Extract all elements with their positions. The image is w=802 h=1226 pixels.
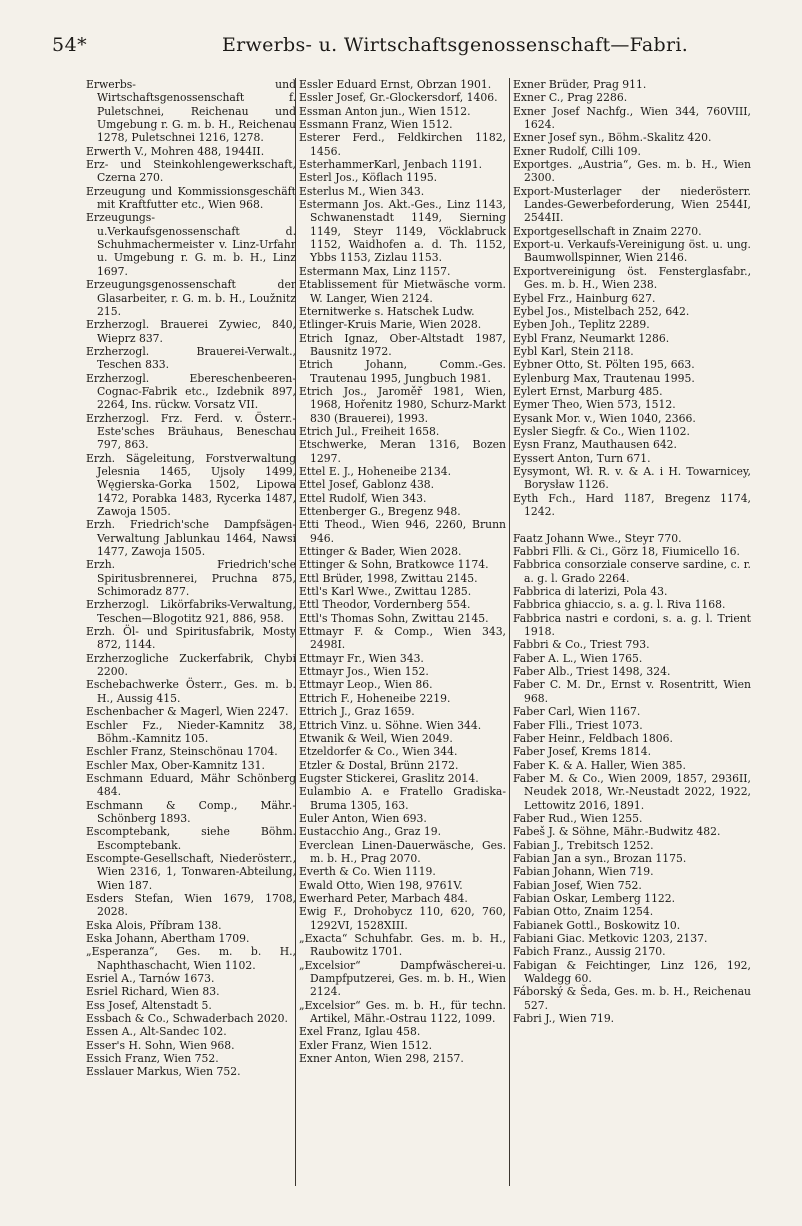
directory-entry: Eybel Frz., Hainburg 627. [513,291,656,305]
directory-entry: Ettrich J., Graz 1659. [299,705,415,719]
directory-entry: Eschmann Eduard, Mähr Schönberg 484. [86,771,296,799]
directory-entry: Eska Alois, Příbram 138. [86,918,222,932]
directory-entry: Fabian J., Trebitsch 1252. [513,838,654,852]
directory-entry: Faber A. L., Wien 1765. [513,651,643,665]
directory-entry: Exner Anton, Wien 298, 2157. [299,1052,464,1066]
directory-entry: Etrich Ignaz, Ober-Altstadt 1987, Bausnitz 1972. [299,331,506,358]
directory-entry: Erzh. Sägeleitung, Forstverwaltung Jelesnia 1465, Ujsoly 1499, Węgierska-Gorka 1502, Lipowa 1472, Porabka 1483, Rycerka 1487, Zawoja 1505. [86,451,296,518]
directory-entry: Etablissement für Mietwäsche vorm. W. Langer, Wien 2124. [299,278,506,305]
directory-entry: Exel Franz, Iglau 458. [299,1025,421,1039]
directory-entry: Eschenbacher & Magerl, Wien 2247. [86,705,289,719]
directory-entry: Faber Carl, Wien 1167. [513,705,641,719]
directory-entry: „Excelsior“ Ges. m. b. H., für techn. Artikel, Mähr.-Ostrau 1122, 1099. [299,998,506,1026]
directory-entry: Ettel Josef, Gablonz 438. [299,478,435,492]
directory-entry: Ettenberger G., Bregenz 948. [299,505,461,518]
directory-entry: Eylert Ernst, Marburg 485. [513,384,663,398]
directory-entry: Escomptebank, siehe Böhm. Escomptebank. [86,825,296,852]
directory-entry: Ettel E. J., Hoheneibe 2134. [299,464,452,478]
directory-entry: Ettl Theodor, Vordernberg 554. [299,598,471,612]
directory-entry: Erz- und Steinkohlengewerkschaft, Czerna 270. [86,158,296,185]
directory-entry: Fabigan & Feichtinger, Linz 126, 192, Waldegg 60. [513,958,751,986]
directory-entry: Essen A., Alt-Sandec 102. [86,1025,227,1039]
directory-entry: Ewald Otto, Wien 198, 9761V. [299,878,463,892]
directory-entry: Fabbri Flli. & Ci., Görz 18, Fiumicello 16. [513,545,740,559]
directory-entry: Fabich Franz., Aussig 2170. [513,945,666,959]
directory-entry: Etschwerke, Meran 1316, Bozen 1297. [299,438,506,465]
directory-entry: Exner Josef syn., Böhm.-Skalitz 420. [513,131,712,145]
directory-entry: Faber Rud., Wien 1255. [513,811,643,825]
directory-entry: Faber C. M. Dr., Ernst v. Rosentritt, Wien 968. [513,678,751,705]
directory-entry: Ettinger & Bader, Wien 2028. [299,545,462,559]
directory-entry: Fabian Jan a syn., Brozan 1175. [513,851,687,865]
directory-entry: Fabbri & Co., Triest 793. [513,638,650,652]
directory-entry: Etzeldorfer & Co., Wien 344. [299,745,458,759]
directory-entry: Erzherzogl. Likörfabriks-Verwaltung, Teschen—Blogotitz 921, 886, 958. [86,598,296,625]
directory-entry: Eschmann & Comp., Mähr.-Schönberg 1893. [86,798,296,825]
directory-entry: Faber Josef, Krems 1814. [513,745,652,759]
directory-entry: Ewerhard Peter, Marbach 484. [299,891,468,905]
directory-entry: Faber M. & Co., Wien 2009, 1857, 2936II, Neudek 2018, Wr.-Neustadt 2022, 1922, Lettowitz 2016, 1891. [513,771,751,812]
directory-entry: Eybner Otto, St. Pölten 195, 663. [513,358,695,372]
directory-entry: Ettel Rudolf, Wien 343. [299,491,427,505]
directory-entry: Erzh. Öl- und Spiritusfabrik, Mosty 872, 1144. [86,625,296,652]
directory-entry: Esriel Richard, Wien 83. [86,985,220,999]
directory-entry: Fabian Josef, Wien 752. [513,878,642,892]
directory-entry: Escompte-Gesellschaft, Niederösterr., Wien 2316, 1, Tonwaren-Abteilung, Wien 187. [86,851,296,892]
directory-entry: „Excelsior“ Dampfwäscherei-u. Dampfputzerei, Ges. m. b. H., Wien 2124. [299,958,506,999]
directory-entry: Fabiani Giac. Metkovic 1203, 2137. [513,932,708,945]
directory-entry: Ettmayr F. & Comp., Wien 343, 2498I. [299,625,506,652]
directory-entry: Estermann Jos. Akt.-Ges., Linz 1143, Schwanenstadt 1149, Sierning 1149, Steyr 1149, Vöcklabruck 1152, Waidhofen a. d. Th. 1152, Ybbs 1153, Zizlau 1153. [299,198,506,265]
directory-entry: Fabian Johann, Wien 719. [513,865,654,879]
directory-entry: Faatz Johann Wwe., Steyr 770. [513,531,682,545]
directory-entry: Faber Flli., Triest 1073. [513,718,643,732]
directory-entry: Export-u. Verkaufs-Vereinigung öst. u. ung. Baumwollspinner, Wien 2146. [513,238,751,265]
directory-entry: Esser's H. Sohn, Wien 968. [86,1038,235,1052]
directory-entry: Eternitwerke s. Hatschek Ludw. [299,304,475,318]
directory-entry: Euler Anton, Wien 693. [299,811,427,825]
directory-entry: Erwerth V., Mohren 488, 1944II. [86,144,265,158]
directory-entry: Ettmayr Fr., Wien 343. [299,651,424,665]
directory-entry: Exner Josef Nachfg., Wien 344, 760VIII, 1624. [513,104,751,132]
directory-entry: Esterl Jos., Köflach 1195. [299,171,438,185]
directory-entry: Eschler Fz., Nieder-Kamnitz 38, Böhm.-Kamnitz 105. [86,718,296,745]
directory-entry: Export-Musterlager der niederösterr. Landes-Gewerbeforderung, Wien 2544I, 2544II. [513,184,751,225]
directory-entry: Exner Brüder, Prag 911. [513,78,647,91]
directory-entry: Etrich Johann, Comm.-Ges. Trautenau 1995, Jungbuch 1981. [299,358,506,385]
directory-entry: Faber Heinr., Feldbach 1806. [513,731,673,745]
directory-entry: Etwanik & Weil, Wien 2049. [299,731,453,745]
directory-entry: Erzeugung und Kommissionsgeschäft mit Kraftfutter etc., Wien 968. [86,184,296,212]
directory-entry: Erzherzogl. Brauerei-Verwalt., Teschen 833. [86,344,296,372]
directory-entry: Eysymont, Wł. R. v. & A. i H. Towarnicey, Borysław 1126. [513,464,751,492]
directory-entry: Essler Josef, Gr.-Glockersdorf, 1406. [299,91,498,105]
page-number: 54* [52,34,88,56]
directory-entry: Etrich Jul., Freiheit 1658. [299,424,440,438]
directory-entry: Eyben Joh., Teplitz 2289. [513,318,650,332]
directory-entry: Essman Anton jun., Wien 1512. [299,104,471,118]
directory-entry: Fáborský & Šeda, Ges. m. b. H., Reichenau 527. [513,985,751,1012]
directory-column-1 [86,78,296,1188]
directory-entry: Eysler Siegfr. & Co., Wien 1102. [513,424,690,438]
directory-entry: Etti Theod., Wien 946, 2260, Brunn 946. [299,518,506,545]
directory-entry: Etlinger-Kruis Marie, Wien 2028. [299,318,482,332]
directory-entry: Fabbrica nastri e cordoni, s. a. g. l. Trient 1918. [513,611,751,639]
directory-entry: Fabbrica consorziale conserve sardine, c. r. a. g. l. Grado 2264. [513,558,751,585]
directory-entry: Esriel A., Tarnów 1673. [86,972,215,986]
directory-entry: Exler Franz, Wien 1512. [299,1038,433,1052]
directory-entry: Erzherzogl. Ebereschenbeeren-Cognac-Fabrik etc., Izdebnik 897, 2264, Ins. rückw. Vorsatz VII. [86,371,296,412]
directory-entry: Exportgesellschaft in Znaim 2270. [513,224,702,238]
directory-entry: Erzherzogl. Brauerei Zywiec, 840, Wieprz 837. [86,318,296,345]
directory-entry: Esterer Ferd., Feldkirchen 1182, 1456. [299,131,506,158]
directory-entry: Eybl Karl, Stein 2118. [513,344,634,358]
directory-entry: Eybel Jos., Mistelbach 252, 642. [513,304,690,318]
directory-entry: Ess Josef, Altenstadt 5. [86,998,212,1012]
directory-entry: Eugster Stickerei, Graslitz 2014. [299,771,479,785]
directory-entry: Fabianek Gottl., Boskowitz 10. [513,918,681,932]
directory-entry: Fabri J., Wien 719. [513,1012,615,1026]
directory-entry: Fabeš J. & Söhne, Mähr.-Budwitz 482. [513,825,721,839]
directory-entry: Ettmayr Jos., Wien 152. [299,665,429,679]
directory-entry: Everth & Co. Wien 1119. [299,865,436,879]
directory-entry: Etzler & Dostal, Brünn 2172. [299,758,459,772]
directory-entry: „Esperanza“, Ges. m. b. H., Naphthaschacht, Wien 1102. [86,945,296,972]
directory-entry: Eyssert Anton, Turn 671. [513,451,651,465]
directory-entry: Ettrich Vinz. u. Söhne. Wien 344. [299,718,482,732]
directory-entry: Essmann Franz, Wien 1512. [299,118,453,132]
directory-entry: Erzherzogl. Frz. Ferd. v. Österr.-Este'sches Bräuhaus, Beneschau 797, 863. [86,411,296,452]
directory-entry: Everclean Linen-Dauerwäsche, Ges. m. b. H., Prag 2070. [299,838,506,865]
directory-entry: Ettrich F., Hoheneibe 2219. [299,691,451,705]
directory-entry: Exportges. „Austria“, Ges. m. b. H., Wien 2300. [513,158,751,185]
directory-entry: Essler Eduard Ernst, Obrzan 1901. [299,78,492,91]
directory-entry: Etrich Jos., Jaroměř 1981, Wien, 1968, Hořenitz 1980, Schurz-Markt 830 (Brauerei), 1993. [299,384,506,425]
directory-entry: Exportvereinigung öst. Fensterglasfabr., Ges. m. b. H., Wien 238. [513,264,751,292]
directory-entry: Fabian Otto, Znaim 1254. [513,905,654,919]
directory-entry: Ewig F., Drohobycz 110, 620, 760, 1292VI, 1528XIII. [299,905,506,932]
directory-entry: Eschler Franz, Steinschönau 1704. [86,745,278,759]
directory-entry: Erzeugungs-u.Verkaufsgenossenschaft d. Schuhmachermeister v. Linz-Urfahr u. Umgebung r. G. m. b. H., Linz 1697. [86,211,296,278]
directory-entry: Faber K. & A. Haller, Wien 385. [513,758,686,772]
directory-entry: Esders Stefan, Wien 1679, 1708, 2028. [86,891,296,919]
directory-entry: Ettl's Thomas Sohn, Zwittau 2145. [299,611,489,625]
directory-entry: Eybl Franz, Neumarkt 1286. [513,331,670,345]
directory-entry: Eustacchio Ang., Graz 19. [299,825,442,839]
directory-entry: EsterhammerKarl, Jenbach 1191. [299,158,483,172]
page-header [52,34,772,64]
directory-entry: Eulambio A. e Fratello Gradiska-Bruma 1305, 163. [299,785,506,812]
directory-entry: Essich Franz, Wien 752. [86,1052,219,1066]
directory-entry: Ettinger & Sohn, Bratkowce 1174. [299,558,489,572]
directory-entry: Eysn Franz, Mauthausen 642. [513,438,677,452]
directory-entry: Eyth Fch., Hard 1187, Bregenz 1174, 1242. [513,491,751,518]
directory-entry: Erzherzogliche Zuckerfabrik, Chybi 2200. [86,651,296,679]
directory-entry: „Exacta“ Schuhfabr. Ges. m. b. H., Raubowitz 1701. [299,932,506,959]
directory-entry: Ettl Brüder, 1998, Zwittau 2145. [299,571,478,585]
directory-entry: Eymer Theo, Wien 573, 1512. [513,398,676,412]
directory-entry: Fabbrica ghiaccio, s. a. g. l. Riva 1168. [513,598,726,612]
directory-column-3 [513,78,751,1188]
directory-entry: Erzh. Friedrich'sche Spiritusbrennerei, Pruchna 875, Schimoradz 877. [86,558,296,599]
directory-entry: Esslauer Markus, Wien 752. [86,1065,241,1079]
directory-column-2 [299,78,506,1188]
column-divider [509,78,510,1186]
directory-entry: Estermann Max, Linz 1157. [299,264,451,278]
directory-entry: Erzh. Friedrich'sche Dampfsägen-Verwaltung Jablunkau 1464, Nawsi 1477, Zawoja 1505. [86,518,296,559]
directory-entry: Eschler Max, Ober-Kamnitz 131. [86,758,265,772]
directory-entry: Essbach & Co., Schwaderbach 2020. [86,1012,288,1026]
directory-entry: Exner C., Prag 2286. [513,91,628,105]
directory-entry: Faber Alb., Triest 1498, 324. [513,665,671,679]
running-title: Erwerbs- u. Wirtschaftsgenossenschaft—Fabri. [222,34,689,56]
directory-entry: Eschebachwerke Österr., Ges. m. b. H., Aussig 415. [86,678,296,705]
directory-entry: Eysank Mor. v., Wien 1040, 2366. [513,411,696,425]
directory-entry: Fabbrica di laterizi, Pola 43. [513,585,668,599]
directory-entry: Ettl's Karl Wwe., Zwittau 1285. [299,585,472,599]
directory-entry: Eska Johann, Abertham 1709. [86,932,250,945]
directory-entry: Eylenburg Max, Trautenau 1995. [513,371,695,385]
directory-entry: Fabian Oskar, Lemberg 1122. [513,891,676,905]
directory-entry: Erwerbs- und Wirtschaftsgenossenschaft f. Puletschnei, Reichenau und Umgebung r. G. m. b. H., Reichenau 1278, Puletschnei 1216, 1278. [86,78,296,145]
directory-entry: Esterlus M., Wien 343. [299,184,425,198]
directory-entry: Erzeugungsgenossenschaft der Glasarbeiter, r. G. m. b. H., Loužnitz 215. [86,278,296,318]
directory-entry: Exner Rudolf, Cilli 109. [513,144,641,158]
directory-entry: Ettmayr Leop., Wien 86. [299,678,433,692]
